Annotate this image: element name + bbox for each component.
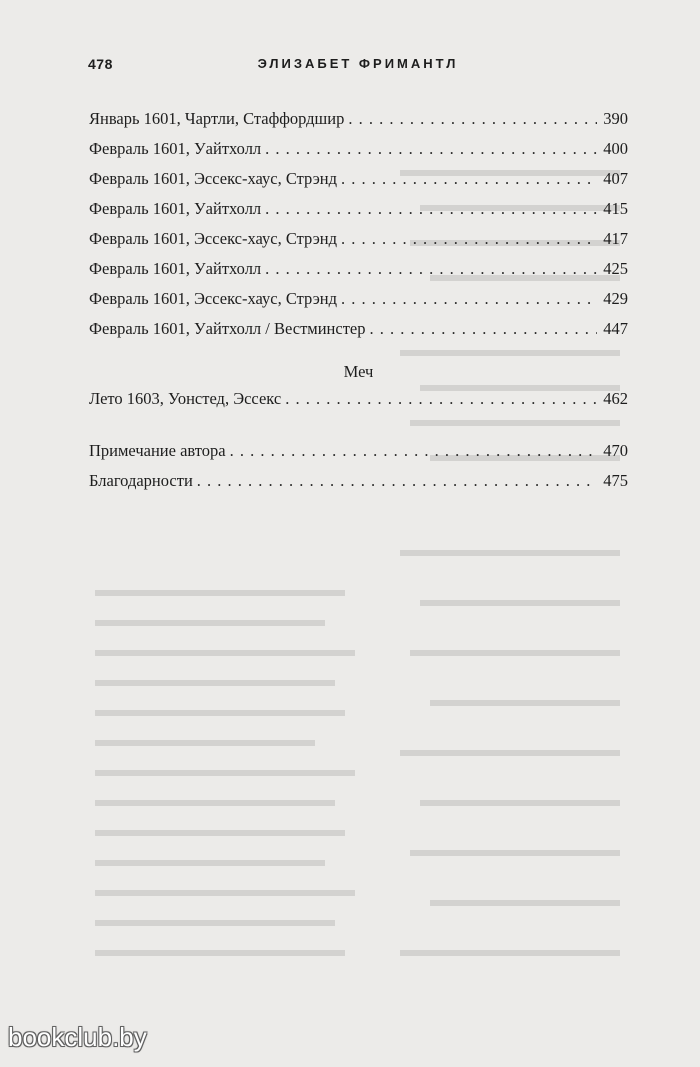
toc-entry (89, 134, 628, 164)
toc-entry-title: Январь 1601, Чартли, Стаффордшир (89, 109, 345, 128)
toc-group-2 (89, 384, 628, 414)
leader-dots (370, 314, 598, 344)
toc-entry-title: Благодарности (89, 471, 193, 490)
toc-entry (89, 436, 628, 466)
toc-entry (89, 314, 628, 344)
toc-entry-page: 390 (603, 109, 628, 128)
toc-entry-page: 447 (603, 319, 628, 338)
leader-dots (265, 134, 597, 164)
toc-group-1 (89, 104, 628, 344)
leader-dots (341, 224, 597, 254)
toc-entry-title: Лето 1603, Уонстед, Эссекс (89, 389, 282, 408)
leader-dots (341, 284, 597, 314)
toc-entry-title: Февраль 1601, Эссекс-хаус, Стрэнд (89, 289, 337, 308)
toc-entry-title: Февраль 1601, Эссекс-хаус, Стрэнд (89, 229, 337, 248)
toc-entry-page: 425 (603, 259, 628, 278)
toc-entry-title: Февраль 1601, Эссекс-хаус, Стрэнд (89, 169, 337, 188)
toc-entry-page: 475 (603, 471, 628, 490)
toc-group-3 (89, 436, 628, 496)
toc-entry (89, 224, 628, 254)
leader-dots (285, 384, 597, 414)
toc-entry (89, 104, 628, 134)
toc-entry-title: Февраль 1601, Уайтхолл (89, 199, 262, 218)
toc-entry-title: Примечание автора (89, 441, 226, 460)
running-head (88, 56, 628, 80)
toc-entry (89, 284, 628, 314)
site-watermark: bookclub.by (8, 1022, 147, 1052)
toc-entry-page: 429 (603, 289, 628, 308)
toc-entry-title: Февраль 1601, Уайтхолл (89, 139, 262, 158)
leader-dots (265, 194, 597, 224)
leader-dots (341, 164, 597, 194)
toc-entry-page: 407 (603, 169, 628, 188)
page-number: 478 (88, 56, 113, 72)
toc-entry (89, 384, 628, 414)
section-heading: Меч (343, 362, 374, 381)
toc-entry (89, 164, 628, 194)
leader-dots (230, 436, 598, 466)
leader-dots (197, 466, 597, 496)
toc-entry (89, 254, 628, 284)
toc-entry (89, 466, 628, 496)
leader-dots (348, 104, 597, 134)
toc-entry-page: 462 (603, 389, 628, 408)
toc-entry-page: 415 (603, 199, 628, 218)
toc-entry-page: 470 (603, 441, 628, 460)
toc-entry-page: 417 (603, 229, 628, 248)
toc-entry-title: Февраль 1601, Уайтхолл / Вестминстер (89, 319, 366, 338)
toc-entry-title: Февраль 1601, Уайтхолл (89, 259, 262, 278)
leader-dots (265, 254, 597, 284)
toc-entry (89, 194, 628, 224)
toc-entry-page: 400 (603, 139, 628, 158)
running-head-author: ЭЛИЗАБЕТ ФРИМАНТЛ (257, 56, 459, 71)
